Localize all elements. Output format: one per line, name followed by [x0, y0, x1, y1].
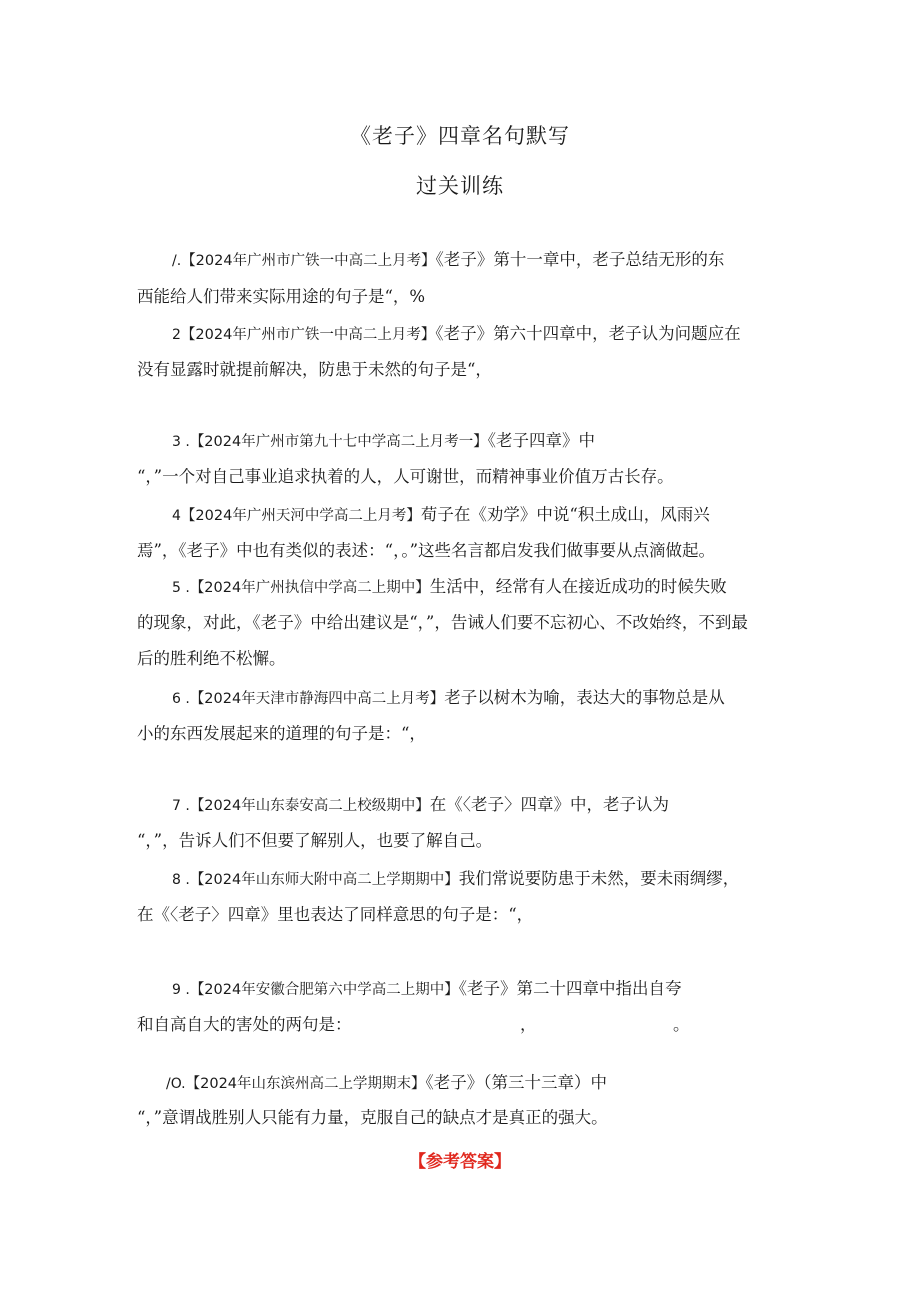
question-text: 《老子四章》中: [487, 431, 595, 450]
question-1-line2: 西能给人们带来实际用途的句子是“，%: [137, 287, 426, 306]
question-2-line1: [172, 323, 741, 346]
answer-heading: 【参考答案】: [409, 1152, 511, 1172]
question-10-line2: “，”意谓战胜别人只能有力量，克服自己的缺点才是真正的强大。: [137, 1108, 608, 1127]
question-4-line2: 焉”，《老子》中也有类似的表述：“，。”这些名言都启发我们做事要从点滴做起。: [137, 541, 716, 560]
question-source: 【2024年天津市静海四中高二上月考】: [189, 691, 445, 707]
question-9-line2: 和自高自大的害处的两句是：: [137, 1015, 352, 1034]
question-4-line1: [172, 504, 710, 527]
question-source: 【2024年广州市第九十七中学高二上月考一】: [189, 434, 488, 450]
question-5-line1: [172, 576, 727, 599]
question-5-line2: 的现象，对此，《老子》中给出建议是“，”，告诫人们要不忘初心、不改始终，不到最: [137, 613, 748, 632]
question-source: 【2024年广州市广铁一中高二上月考】: [181, 253, 436, 269]
question-source: 【2024年广州天河中学高二上月考】: [180, 508, 421, 524]
question-9-blank-end: 。: [673, 1015, 690, 1034]
question-number: 4: [172, 508, 181, 524]
question-text: 《老子》（第三十三章）中: [425, 1073, 608, 1092]
question-number: 9 .: [172, 982, 190, 998]
question-number: 8 .: [172, 872, 190, 888]
question-number: 5 .: [172, 580, 190, 596]
question-5-line3: 后的胜利绝不松懈。: [137, 649, 286, 668]
question-text: 《老子》第六十四章中，老子认为问题应在: [435, 324, 741, 343]
question-7-line2: “，”，告诉人们不但要了解别人，也要了解自己。: [137, 831, 493, 850]
question-2-line2: 没有显露时就提前解决，防患于未然的句子是“，: [137, 360, 492, 379]
question-6-line1: [172, 687, 725, 710]
question-number: /.: [172, 253, 182, 269]
question-number: 2: [172, 327, 181, 343]
question-number: /O.: [166, 1076, 186, 1092]
question-3-line2: “，”一个对自己事业追求执着的人，人可谢世，而精神事业价值万古长存。: [137, 467, 674, 486]
question-number: 3 .: [172, 434, 190, 450]
question-text: 《老子》第十一章中，老子总结无形的东: [435, 250, 725, 269]
question-7-line1: [172, 794, 669, 817]
question-number: 7 .: [172, 798, 190, 814]
question-3-line1: [172, 430, 595, 453]
question-9-blank-sep: ，: [520, 1015, 537, 1034]
question-text: 在《〈老子〉四章》中，老子认为: [429, 795, 669, 814]
question-text: 《老子》第二十四章中指出自夸: [458, 979, 682, 998]
question-8-line2: 在《〈老子〉四章》里也表达了同样意思的句子是：“，: [137, 905, 534, 924]
page-subtitle: 过关训练: [416, 174, 504, 198]
question-text: 荀子在《劝学》中说“积土成山，风雨兴: [420, 505, 710, 524]
question-source: 【2024年广州执信中学高二上期中】: [189, 580, 430, 596]
question-1-line1: [172, 249, 724, 272]
question-9-line1: [172, 978, 681, 1001]
question-source: 【2024年广州市广铁一中高二上月考】: [180, 327, 436, 343]
question-text: 生活中，经常有人在接近成功的时候失败: [429, 577, 727, 596]
page-title: 《老子》四章名句默写: [350, 124, 570, 148]
question-source: 【2024年山东师大附中高二上学期期中】: [189, 872, 459, 888]
question-number: 6 .: [172, 691, 190, 707]
question-text: 我们常说要防患于未然，要未雨绸缪，: [458, 869, 740, 888]
question-source: 【2024年山东滨州高二上学期期末】: [185, 1076, 426, 1092]
question-source: 【2024年山东泰安高二上校级期中】: [189, 798, 430, 814]
question-text: 老子以树木为喻，表达大的事物总是从: [444, 688, 725, 707]
question-source: 【2024年安徽合肥第六中学高二上期中】: [189, 982, 459, 998]
question-8-line1: [172, 868, 739, 891]
question-6-line2: 小的东西发展起来的道理的句子是：“，: [137, 724, 426, 743]
question-10-line1: [166, 1072, 607, 1095]
